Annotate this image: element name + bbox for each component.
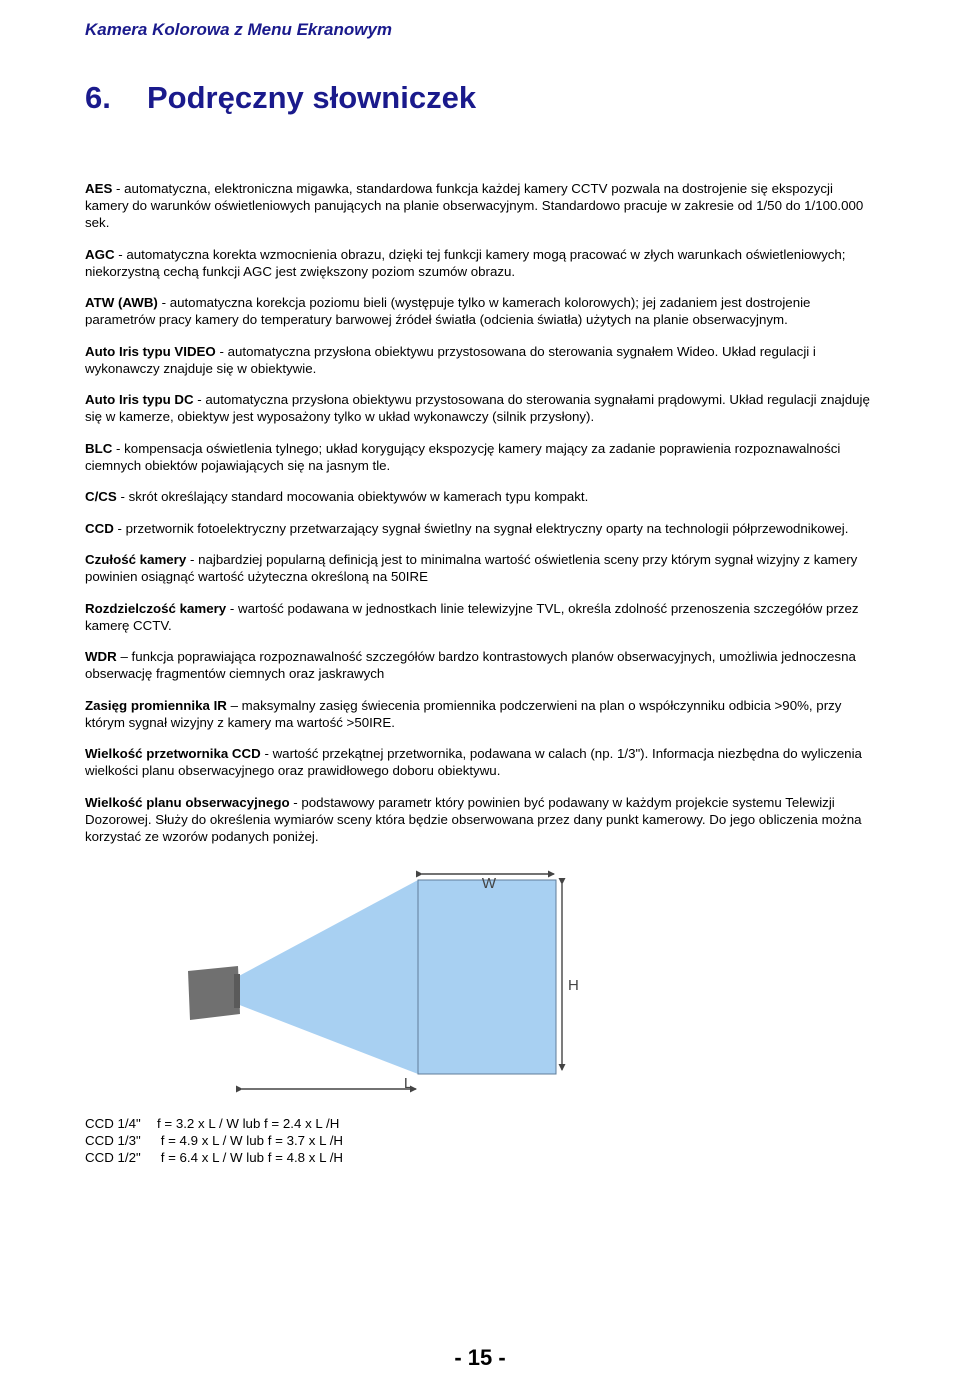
term: Auto Iris typu VIDEO (85, 343, 216, 359)
observation-plane (418, 880, 556, 1074)
definition: - wartość podawana w jednostkach linie telewizyjne TVL, określa zdolność przenoszenia szczegółów przez kamerę CCTV. (85, 600, 859, 633)
height-label: H (568, 977, 579, 994)
width-label: W (481, 875, 497, 892)
definition: - automatyczna przysłona obiektywu przystosowana do sterowania sygnałem Wideo. Układ regulacji i wykonawczy znajduje się w obiektywie. (85, 343, 816, 376)
definition: - automatyczna korekcja poziomu bieli (występuje tylko w kamerach kolorowych); jej zadaniem jest dostrojenie parametrów pracy kamery do temperatury barwowej źródeł światła (odcienia światła) użytych na planie obserwacyjnym. (85, 295, 811, 327)
field-of-view-diagram (180, 864, 620, 1102)
term: CCD (85, 520, 114, 536)
glossary-entry-wielkosc-ccd (85, 745, 880, 779)
glossary (85, 180, 880, 859)
term: WDR (85, 649, 117, 664)
camera-body (188, 966, 240, 1020)
formula-label: CCD 1/4" (85, 1116, 141, 1131)
page-number: - 15 - (454, 1345, 506, 1370)
distance-label: L (403, 1075, 413, 1092)
formula-row (85, 1132, 343, 1149)
definition: - automatyczna korekta wzmocnienia obrazu, dzięki tej funkcji kamery mogą pracować w złych warunkach oświetleniowych; niekorzystną cechą funkcji AGC jest zwiększony poziom szumów obrazu. (85, 246, 846, 279)
glossary-entry-agc (85, 246, 880, 280)
glossary-entry-zasieg-ir (85, 697, 880, 731)
glossary-entry-auto-iris-dc (85, 391, 880, 425)
definition: - najbardziej popularną definicją jest to minimalna wartość oświetlenia sceny przy którym sygnał wizyjny z kamery powinien osiągnąć wartość użyteczna określoną na 50IRE (85, 552, 858, 584)
term: Wielkość planu obserwacyjnego (85, 794, 290, 810)
term: BLC (85, 440, 113, 456)
running-header: Kamera Kolorowa z Menu Ekranowym (85, 20, 393, 39)
term: AES (85, 181, 113, 196)
glossary-entry-blc (85, 440, 880, 474)
term: AGC (85, 246, 115, 262)
formula-label: CCD 1/3" (85, 1133, 141, 1148)
definition: - kompensacja oświetlenia tylnego; układ korygujący ekspozycję kamery mający za zadanie poprawienia rozpoznawalności ciemnych obiektów pojawiających się na jasnym tle. (85, 440, 841, 473)
formula-text: f = 4.9 x L / W lub f = 3.7 x L /H (157, 1133, 343, 1148)
term: ATW (AWB) (85, 295, 158, 310)
section-number: 6. (85, 80, 111, 115)
definition: - skrót określający standard mocowania obiektywów w kamerach typu kompakt. (116, 489, 589, 504)
definition: - podstawowy parametr który powinien być podawany w każdym projekcie systemu Telewizji Dozorowej. Służy do określenia wymiarów sceny która będzie obserwowana przez dany punkt kamerowy. Do jego obliczenia można korzystać ze wzorów podanych poniżej. (85, 794, 862, 844)
formula-row (85, 1115, 343, 1132)
glossary-entry-c-cs (85, 488, 880, 505)
definition: - wartość przekątnej przetwornika, podawana w calach (np. 1/3"). Informacja niezbędna do wyliczenia wielkości planu obserwacyjnego oraz prawidłowego doboru obiektywu. (85, 746, 862, 778)
glossary-entry-wdr (85, 648, 880, 682)
term: C/CS (85, 489, 117, 504)
glossary-entry-ccd (85, 520, 880, 537)
definition: - automatyczna, elektroniczna migawka, standardowa funkcja każdej kamery CCTV pozwala na dostrojenie się ekspozycji kamery do warunków oświetleniowych panujących na planie obserwacyjnym. Standardowo pracuje w zakresie od 1/50 do 1/100.000 sek. (85, 181, 864, 230)
term: Wielkość przetwornika CCD (85, 746, 261, 761)
view-cone (237, 880, 418, 1074)
focal-length-formulas (85, 1115, 343, 1166)
term: Czułość kamery (85, 552, 187, 567)
glossary-entry-auto-iris-video (85, 343, 880, 377)
glossary-entry-aes (85, 180, 880, 231)
definition: – maksymalny zasięg świecenia promiennika podczerwieni na plan o współczynniku odbicia >90%, przy którym sygnał wizyjny z kamery ma wartość >50IRE. (85, 697, 842, 730)
definition: – funkcja poprawiająca rozpoznawalność szczegółów bardzo kontrastowych planów obserwacyjnych, umożliwia jednoczesna obserwację fragmentów ciemnych oraz jaskrawych (85, 649, 856, 681)
formula-label: CCD 1/2" (85, 1150, 141, 1165)
glossary-entry-czulosc (85, 551, 880, 585)
formula-text: f = 3.2 x L / W lub f = 2.4 x L /H (157, 1116, 340, 1131)
term: Zasięg promiennika IR (85, 697, 227, 713)
camera-lens (234, 974, 240, 1008)
definition: - automatyczna przysłona obiektywu przystosowana do sterowania sygnałami prądowymi. Układ regulacji znajduję się w kamerze, obiektyw jest wyposażony tylko w układ wykonawczy (silnik przysłony). (85, 392, 870, 424)
glossary-entry-wielkosc-planu (85, 794, 880, 845)
formula-text: f = 6.4 x L / W lub f = 4.8 x L /H (157, 1150, 343, 1165)
formula-row (85, 1149, 343, 1166)
term: Rozdzielczość kamery (85, 600, 227, 616)
term: Auto Iris typu DC (85, 392, 194, 407)
definition: - przetwornik fotoelektryczny przetwarzający sygnał świetlny na sygnał elektryczny oparty na technologii półprzewodnikowej. (113, 520, 849, 536)
glossary-entry-rozdzielczosc (85, 600, 880, 634)
section-title (85, 80, 476, 116)
section-title-text: Podręczny słowniczek (147, 80, 477, 115)
glossary-entry-atw (85, 294, 880, 328)
